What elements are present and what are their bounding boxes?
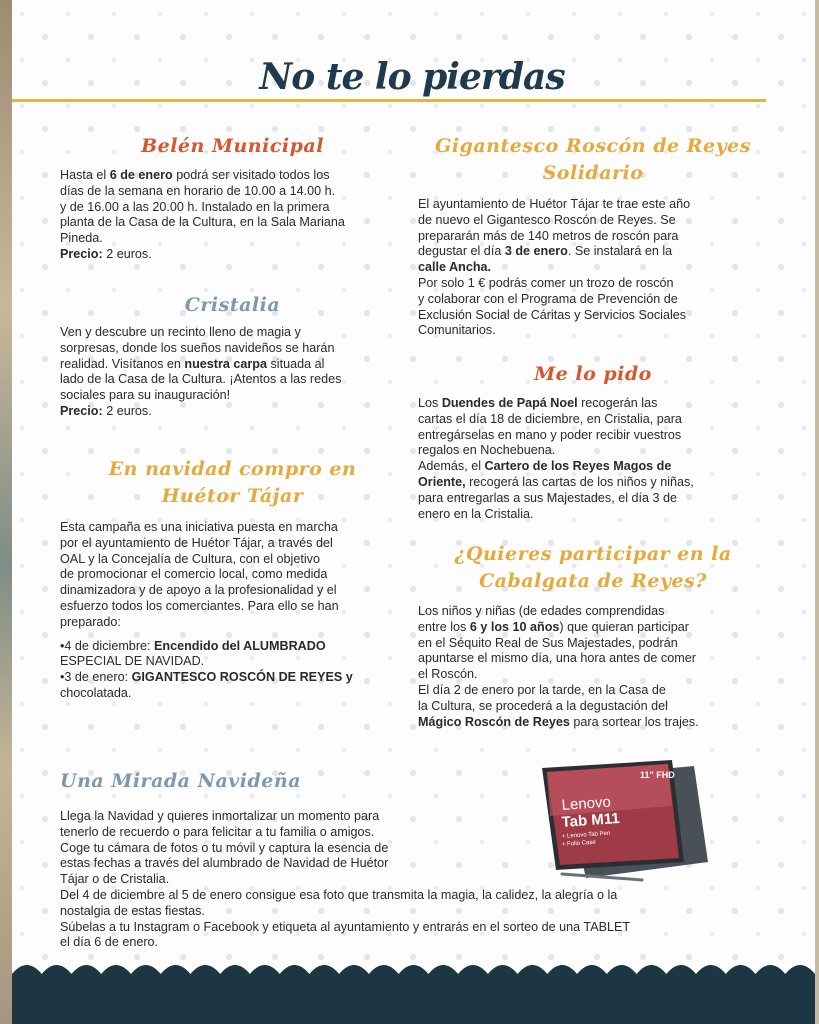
text-line: Esta campaña es una iniciativa puesta en marcha xyxy=(60,520,338,534)
bold-text: Duendes de Papá Noel xyxy=(441,396,578,410)
bold-text: Encendido del ALUMBRADO xyxy=(150,638,326,653)
bold-text: Oriente, xyxy=(418,474,466,489)
text-line: Los niños y niñas (de edades comprendidas xyxy=(418,604,665,618)
text-segment: podrá ser visitado todos los xyxy=(172,168,330,182)
text-line: tenerlo de recuerdo o para felicitar a tu familia o amigos. xyxy=(60,824,375,839)
belen-heading: Belén Municipal xyxy=(141,135,324,157)
compro-heading-line1: En navidad compro en xyxy=(108,458,357,480)
text-line: El día 2 de enero por la tarde, en la Casa de xyxy=(418,682,666,697)
text-line xyxy=(60,357,405,373)
bold-text: calle Ancha. xyxy=(418,260,492,275)
text-line: entregárselas en mano y poder recibir vuestros xyxy=(418,427,682,442)
text-segment: ) que quieran participar xyxy=(559,619,689,634)
text-segment: Los xyxy=(418,396,442,410)
text-line: y de 16.00 a las 20.00 h. Instalado en la primera xyxy=(60,199,330,214)
text-line: regalos en Nochebuena. xyxy=(418,443,556,458)
text-line xyxy=(418,260,768,276)
text-line: planta de la Casa de la Cultura, en la Sala Mariana xyxy=(60,215,345,230)
compro-text xyxy=(60,520,405,631)
cabalgata-heading-line2: Cabalgata de Reyes? xyxy=(479,570,707,592)
roscon-text xyxy=(418,197,768,339)
text-line: Coge tu cámara de fotos o tu móvil y captura la esencia de xyxy=(60,840,389,855)
text-line: Pineda. xyxy=(60,231,103,246)
text-line: y colaborar con el Programa de Prevención de xyxy=(418,291,678,306)
text-segment: 2 euros. xyxy=(102,403,152,418)
text-line: Exclusión Social de Cáritas y Servicios Sociales xyxy=(418,307,687,322)
text-line xyxy=(418,475,768,491)
cabalgata-text xyxy=(418,604,768,730)
text-line xyxy=(418,620,768,636)
tablet-model: Tab M11 xyxy=(561,809,621,831)
bold-text: Precio: xyxy=(60,403,103,418)
text-line: OAL y la Concejalía de Cultura, con el objetivo xyxy=(60,551,320,566)
cristalia-heading: Cristalia xyxy=(184,294,281,316)
text-line: el Roscón. xyxy=(418,667,478,682)
text-line: Súbelas a tu Instagram o Facebook y etiqueta al ayuntamiento y entrarás en el sorteo de una TABLET xyxy=(60,919,631,934)
text-segment: Además, el xyxy=(418,459,485,474)
text-segment: •3 de enero: xyxy=(60,670,129,685)
text-line xyxy=(60,670,405,686)
text-segment: entre los xyxy=(418,619,470,634)
text-line: apuntarse el mismo día, una hora antes de comer xyxy=(418,651,696,666)
melopido-heading: Me lo pido xyxy=(534,363,652,385)
bold-text: Mágico Roscón de Reyes xyxy=(418,714,570,729)
section-cristalia xyxy=(60,292,405,420)
text-line: cartas el día 18 de diciembre, en Cristalia, para xyxy=(418,411,682,426)
title-underline xyxy=(12,99,766,102)
text-segment: recogerán las xyxy=(577,396,658,410)
text-line: enero en la Cristalia. xyxy=(418,506,534,521)
text-line: ESPECIAL DE NAVIDAD. xyxy=(60,654,205,669)
text-line xyxy=(60,168,405,184)
text-line: días de la semana en horario de 10.00 a 14.00 h. xyxy=(60,183,336,198)
text-line: estas fechas a través del alumbrado de Navidad de Huétor xyxy=(60,856,389,871)
melopido-text xyxy=(418,396,768,522)
bold-text: 6 y los 10 años xyxy=(469,619,560,634)
text-line: preparado: xyxy=(60,614,121,629)
tablet-brand: Lenovo xyxy=(561,793,612,814)
text-line xyxy=(418,715,768,731)
text-segment: situada al xyxy=(267,356,325,371)
text-line xyxy=(418,396,768,412)
text-segment: •4 de diciembre: xyxy=(60,638,151,653)
tablet-extra-2: + Folio Case xyxy=(561,839,596,848)
tablet-badge: 11" FHD xyxy=(640,770,675,780)
text-segment: Hasta el xyxy=(60,168,110,182)
tablet-image xyxy=(522,758,712,884)
text-line: esfuerzo todos los comerciantes. Para ello se han xyxy=(60,598,339,613)
text-line: Por solo 1 € podrás comer un trozo de roscón xyxy=(418,275,674,290)
bold-text: 3 de enero xyxy=(504,244,568,259)
text-line xyxy=(60,639,405,655)
text-line: en el Séquito Real de Sus Majestades, podrán xyxy=(418,635,678,650)
section-roscon xyxy=(418,133,768,339)
text-line: sociales para su inauguración! xyxy=(60,388,231,403)
background-edge-right xyxy=(815,0,819,1024)
text-line: para entregarlas a sus Majestades, el día 3 de xyxy=(418,490,678,505)
roscon-heading-line2: Solidario xyxy=(542,162,644,184)
text-line: Comunitarios. xyxy=(418,323,496,338)
bold-text: 6 de enero xyxy=(109,168,173,182)
text-line: la Cultura, se procederá a la degustación del xyxy=(418,698,668,713)
bold-text: Cartero de los Reyes Magos de xyxy=(484,459,672,474)
text-line: lado de la Casa de la Cultura. ¡Atentos a las redes xyxy=(60,372,342,387)
text-line: nostalgia de estas fiestas. xyxy=(60,903,205,918)
compro-heading-line2: Huétor Tájar xyxy=(161,485,304,507)
section-melopido xyxy=(418,361,768,522)
page-title: No te lo pierdas xyxy=(259,56,565,98)
text-line: por el ayuntamiento de Huétor Tájar, a través del xyxy=(60,535,333,550)
text-line: Llega la Navidad y quieres inmortalizar un momento para xyxy=(60,809,380,823)
text-segment: para sortear los trajes. xyxy=(569,714,699,729)
text-line xyxy=(60,404,405,420)
cabalgata-heading-line1: ¿Quieres participar en la xyxy=(454,543,732,565)
belen-text xyxy=(60,168,405,263)
mirada-heading: Una Mirada Navideña xyxy=(60,770,302,792)
text-segment: degustar el día xyxy=(418,244,505,259)
text-line xyxy=(418,459,768,475)
section-belen xyxy=(60,133,405,263)
bold-text: GIGANTESCO ROSCÓN DE REYES y xyxy=(128,670,353,685)
section-compro xyxy=(60,456,405,702)
roscon-heading-line1: Gigantesco Roscón de Reyes xyxy=(435,135,751,157)
text-line: Del 4 de diciembre al 5 de enero consigue esa foto que transmita la magia, la calidez, la alegría o la xyxy=(60,887,618,902)
text-line: prepararán más de 140 metros de roscón para xyxy=(418,228,679,243)
text-line: Ven y descubre un recinto lleno de magia y xyxy=(60,325,301,339)
text-segment: realidad. Visítanos en xyxy=(60,356,185,371)
bold-text: nuestra carpa xyxy=(184,356,267,371)
text-line: Tájar o de Cristalia. xyxy=(60,872,170,887)
text-line xyxy=(60,247,405,263)
text-line: dinamizadora y de apoyo a la profesionalidad y el xyxy=(60,583,337,598)
section-cabalgata xyxy=(418,541,768,730)
footer-band xyxy=(12,978,815,1024)
bold-text: Precio: xyxy=(60,246,103,261)
background-photo-edge xyxy=(0,0,12,1024)
cristalia-text xyxy=(60,325,405,420)
text-line: el día 6 de enero. xyxy=(60,935,159,950)
text-line: de nuevo el Gigantesco Roscón de Reyes. Se xyxy=(418,212,676,227)
text-line: chocolatada. xyxy=(60,685,132,700)
text-segment: 2 euros. xyxy=(102,246,152,261)
flyer-page xyxy=(12,0,815,1024)
compro-list xyxy=(60,639,405,702)
text-line xyxy=(418,244,768,260)
text-segment: recogerá las cartas de los niños y niñas, xyxy=(465,474,694,489)
text-segment: . Se instalará en la xyxy=(567,244,673,259)
text-line: El ayuntamiento de Huétor Tájar te trae este año xyxy=(418,197,691,211)
text-line: sorpresas, donde los sueños navideños se harán xyxy=(60,340,335,355)
tablet-extra-1: + Lenovo Tab Pen xyxy=(561,830,611,840)
text-line: de promocionar el comercio local, como medida xyxy=(60,567,328,582)
